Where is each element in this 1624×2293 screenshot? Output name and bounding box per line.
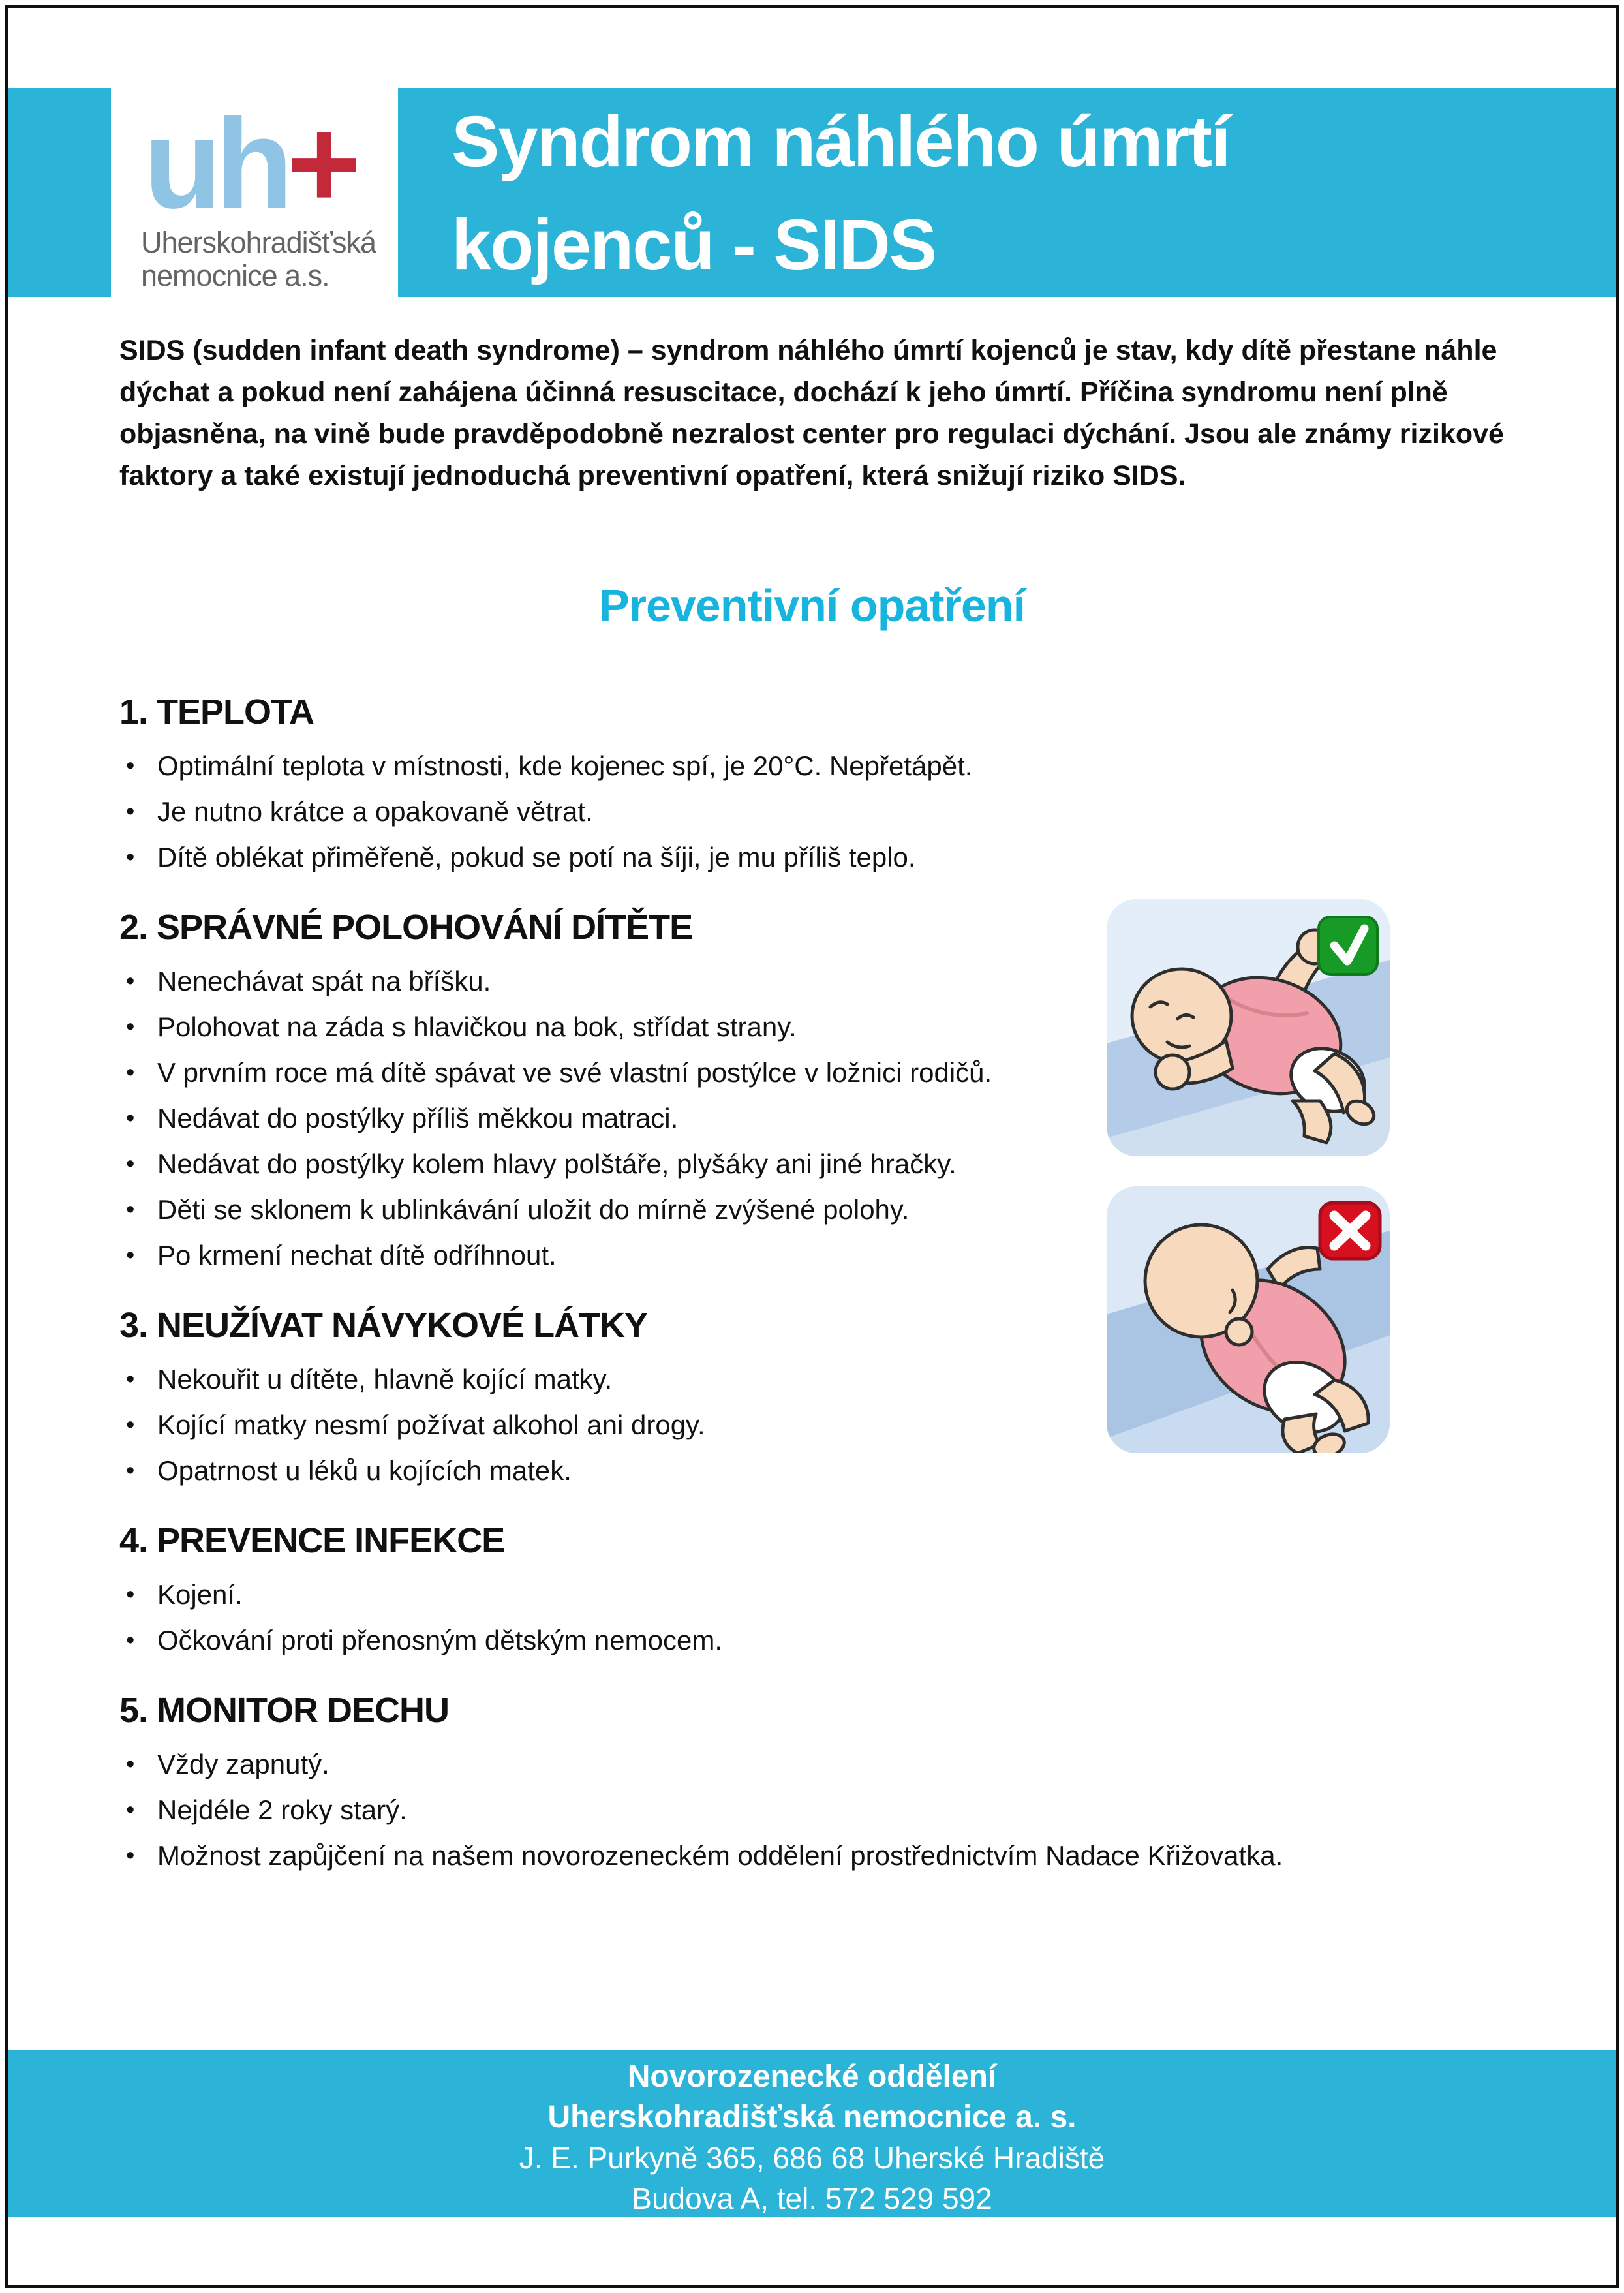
list-item-text: Opatrnost u léků u kojících matek.	[157, 1455, 572, 1486]
hospital-logo	[111, 88, 398, 297]
bullet-icon: •	[126, 968, 135, 995]
section-2-title: 2. SPRÁVNÉ POLOHOVÁNÍ DÍTĚTE	[119, 908, 693, 947]
list-item-text: Kojení.	[157, 1579, 243, 1610]
list-item-text: Očkování proti přenosným dětským nemocem.	[157, 1625, 723, 1655]
list-item	[119, 1840, 1532, 1871]
list-item-text: Děti se sklonem k ublinkávání uložit do mírně zvýšené polohy.	[157, 1194, 910, 1225]
logo-mark	[144, 88, 355, 239]
logo-plus-icon: +	[286, 92, 355, 235]
bullet-icon: •	[126, 1059, 135, 1086]
bullet-icon: •	[126, 752, 135, 780]
page-title	[452, 91, 1230, 297]
section-monitor-dechu	[119, 1690, 1532, 1871]
header-band	[8, 88, 1616, 297]
footer-line-1: Novorozenecké oddělení	[627, 2059, 997, 2094]
bullet-icon: •	[126, 1457, 135, 1485]
footer-band	[8, 2050, 1616, 2217]
list-item-text: Kojící matky nesmí požívat alkohol ani drogy.	[157, 1409, 705, 1440]
list-item-text: Možnost zapůjčení na našem novorozeneckém oddělení prostřednictvím Nadace Křižovatka.	[157, 1840, 1283, 1871]
bullet-icon: •	[126, 1150, 135, 1178]
list-item	[119, 1455, 1532, 1486]
figure-baby-on-back	[1105, 897, 1392, 1158]
list-item-text: Dítě oblékat přiměřeně, pokud se potí na šíji, je mu příliš teplo.	[157, 842, 916, 872]
footer-line-4: Budova A, tel. 572 529 592	[632, 2181, 992, 2215]
bullet-icon: •	[126, 1411, 135, 1439]
bullet-icon: •	[126, 1013, 135, 1041]
baby-on-back-illustration	[1105, 897, 1392, 1158]
list-item-text: Po krmení nechat dítě odříhnout.	[157, 1240, 557, 1270]
section-1-title: 1. TEPLOTA	[119, 692, 314, 731]
list-item-text: V prvním roce má dítě spávat ve své vlastní postýlce v ložnici rodičů.	[157, 1057, 992, 1088]
list-item	[119, 1625, 1532, 1656]
main-heading: Preventivní opatření	[599, 580, 1025, 631]
page-title-line1: Syndrom náhlého úmrtí	[452, 102, 1230, 182]
bullet-icon: •	[126, 1196, 135, 1223]
cross-icon	[1320, 1203, 1380, 1259]
section-3-title: 3. NEUŽÍVAT NÁVYKOVÉ LÁTKY	[119, 1306, 648, 1345]
page-title-line2: kojenců - SIDS	[452, 205, 936, 285]
bullet-icon: •	[126, 1751, 135, 1778]
bullet-icon: •	[126, 844, 135, 871]
bullet-icon: •	[126, 1242, 135, 1269]
list-item-text: Nedávat do postýlky příliš měkkou matraci.	[157, 1103, 679, 1133]
section-prevence-infekce	[119, 1520, 1532, 1656]
bullet-icon: •	[126, 1842, 135, 1870]
footer-line-3: J. E. Purkyně 365, 686 68 Uherské Hradiště	[519, 2141, 1105, 2175]
list-item	[119, 842, 1532, 873]
bullet-icon: •	[126, 1366, 135, 1393]
list-item-text: Nekouřit u dítěte, hlavně kojící matky.	[157, 1364, 613, 1394]
list-item-text: Polohovat na záda s hlavičkou na bok, střídat strany.	[157, 1011, 797, 1042]
list-item	[119, 1579, 1532, 1610]
list-item-text: Nenechávat spát na bříšku.	[157, 966, 491, 996]
footer-line-2: Uherskohradišťská nemocnice a. s.	[547, 2100, 1077, 2134]
bullet-icon: •	[126, 1627, 135, 1654]
list-item	[119, 796, 1532, 827]
illustrations-column	[1105, 897, 1392, 1455]
list-item-text: Optimální teplota v místnosti, kde kojenec spí, je 20°C. Nepřetápět.	[157, 750, 973, 781]
logo-uh: uh	[144, 92, 287, 235]
org-line1: Uherskohradišťská	[141, 226, 376, 260]
list-item-text: Nejdéle 2 roky starý.	[157, 1794, 407, 1825]
figure-baby-on-tummy	[1105, 1184, 1392, 1455]
list-item	[119, 750, 1532, 782]
list-item-text: Je nutno krátce a opakovaně větrat.	[157, 796, 593, 827]
bullet-icon: •	[126, 1796, 135, 1824]
section-teplota	[119, 692, 1532, 873]
bullet-icon: •	[126, 1105, 135, 1132]
bullet-icon: •	[126, 798, 135, 825]
section-5-title: 5. MONITOR DECHU	[119, 1691, 450, 1730]
list-item	[119, 1749, 1532, 1780]
org-line2: nemocnice a.s.	[141, 259, 329, 293]
check-icon	[1319, 917, 1377, 974]
list-item	[119, 1794, 1532, 1826]
list-item-text: Vždy zapnutý.	[157, 1749, 329, 1779]
section-4-title: 4. PREVENCE INFEKCE	[119, 1521, 505, 1560]
intro-paragraph: SIDS (sudden infant death syndrome) – syndrom náhlého úmrtí kojenců je stav, kdy dítě přestane náhle dýchat a pokud není zahájena účinná resuscitace, dochází k jeho úmrtí. Příčina syndromu není plně objasněna, na vině bude pravděpodobně nezralost center pro regulaci dýchání. Jsou ale známy rizikové faktory a také existují jednoduchá preventivní opatření, která snižují riziko SIDS.	[119, 335, 1504, 491]
baby-on-tummy-illustration	[1105, 1184, 1392, 1455]
list-item-text: Nedávat do postýlky kolem hlavy polštáře, plyšáky ani jiné hračky.	[157, 1148, 957, 1179]
logo-org-name	[141, 226, 376, 293]
bullet-icon: •	[126, 1581, 135, 1608]
